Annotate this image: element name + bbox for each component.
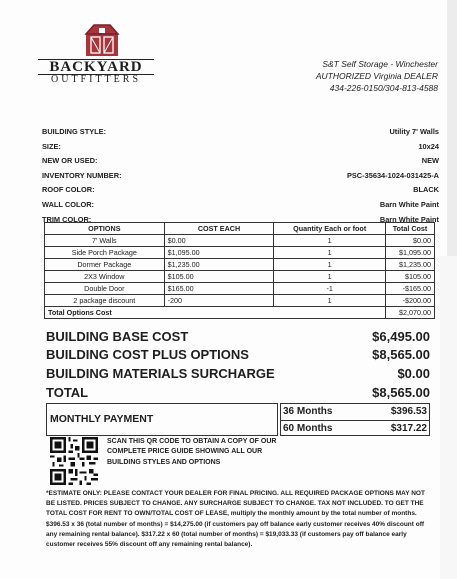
monthly-terms — [280, 403, 430, 436]
options-total-row — [45, 307, 435, 319]
header-cost-each: COST EACH — [164, 223, 274, 235]
spec-label: WALL COLOR: — [42, 199, 95, 209]
cost-plus-options-row — [46, 347, 430, 362]
table-row — [45, 235, 435, 247]
total-value: $8,565.00 — [372, 385, 430, 400]
option-cost: -200 — [164, 295, 274, 307]
spec-value: BLACK — [413, 185, 439, 195]
base-cost-label: BUILDING BASE COST — [46, 329, 189, 344]
option-quantity: 1 — [274, 235, 386, 247]
option-cost: $0.00 — [164, 235, 274, 247]
option-quantity: 1 — [274, 247, 386, 259]
option-quantity: 1 — [274, 271, 386, 283]
spec-label: ROOF COLOR: — [42, 185, 95, 195]
spec-label: INVENTORY NUMBER: — [42, 170, 122, 180]
header-total-cost: Total Cost — [386, 223, 435, 235]
monthly-payment-label: MONTHLY PAYMENT — [46, 403, 278, 436]
surcharge-value: $0.00 — [397, 366, 430, 381]
table-row — [45, 247, 435, 259]
logo-word-outfitters: OUTFITTERS — [51, 74, 141, 85]
building-specs — [42, 125, 439, 227]
options-total-value: $2,070.00 — [386, 307, 435, 319]
spec-row-roof-color — [42, 183, 439, 198]
options-header-row — [45, 223, 435, 235]
qr-instructions: SCAN THIS QR CODE TO OBTAIN A COPY OF OUR COMPLETE PRICE GUIDE SHOWING ALL OUR BUILDING STYLES AND OPTIONS — [107, 438, 277, 466]
spec-label: BUILDING STYLE: — [42, 127, 107, 136]
option-total: $0.00 — [386, 235, 435, 247]
spec-row-condition — [42, 154, 439, 169]
option-name: 7' Walls — [45, 235, 165, 247]
option-total: $1,235.00 — [386, 259, 435, 271]
backyard-outfitters-logo — [38, 22, 154, 84]
base-cost-row — [46, 329, 430, 344]
option-name: 2 package discount — [45, 295, 165, 307]
total-label: TOTAL — [46, 385, 89, 400]
option-cost: $165.00 — [164, 283, 274, 295]
dealer-phone: 434-226-0150/304-813-4588 — [329, 83, 438, 93]
table-row — [45, 295, 435, 307]
spec-label: NEW OR USED: — [42, 156, 98, 166]
logo-word-backyard: BACKYARD — [38, 59, 154, 75]
term-months: 60 Months — [283, 422, 333, 434]
spec-row-size — [42, 140, 439, 155]
estimate-disclaimer: *ESTIMATE ONLY: PLEASE CONTACT YOUR DEALER FOR FINAL PRICING. ALL REQUIRED PACKAGE OPTIONS MAY NOT BE LISTED. PRICES SUBJECT TO CHANGE. ANY SURCHARGE SUBJECT TO CHANGE. TAX NOT INCLUDED. TO GET THE TOTAL COST FOR RENT TO OWN/TOTAL COST OF LEASE, multiply the monthly amount by the total number of months. $396.53 x 36 (total number of months) = $14,275.00 (if customers pay off balance early customer receives 40% discount off any remaining rental balance). $317.22 x 60 (total number of months) = $19,033.33 (if customers pay off balance early customer receives 55% discount off any remaining rental balance). — [46, 490, 425, 549]
term-amount: $396.53 — [390, 406, 427, 417]
surcharge-label: BUILDING MATERIALS SURCHARGE — [46, 366, 275, 381]
total-row — [46, 385, 430, 400]
cost-plus-options-value: $8,565.00 — [372, 347, 430, 362]
cost-plus-options-label: BUILDING COST PLUS OPTIONS — [46, 347, 249, 362]
spec-value: Utility 7' Walls — [389, 127, 439, 136]
spec-value: 10x24 — [418, 141, 439, 151]
option-name: 2X3 Window — [45, 271, 165, 283]
dealer-name: S&T Self Storage - Winchester — [322, 59, 438, 69]
option-cost: $105.00 — [164, 271, 274, 283]
option-name: Double Door — [45, 283, 165, 295]
monthly-payment — [46, 403, 430, 436]
spec-row-wall-color — [42, 198, 439, 213]
dealer-authorization: AUTHORIZED Virginia DEALER — [315, 71, 438, 81]
option-name: Dormer Package — [45, 259, 165, 271]
option-cost: $1,095.00 — [164, 247, 274, 259]
option-name: Side Porch Package — [45, 247, 165, 259]
spec-row-style — [42, 125, 439, 140]
option-quantity: 1 — [274, 295, 386, 307]
option-total: $1,095.00 — [386, 247, 435, 259]
option-total: -$200.00 — [386, 295, 435, 307]
table-row — [45, 259, 435, 271]
term-months: 36 Months — [283, 406, 333, 417]
term-row — [281, 404, 429, 421]
table-row — [45, 283, 435, 295]
option-total: $105.00 — [386, 271, 435, 283]
header-options: OPTIONS — [45, 223, 165, 235]
barn-logo-icon — [82, 22, 122, 56]
option-cost: $1,235.00 — [164, 259, 274, 271]
spec-label: SIZE: — [42, 141, 61, 151]
dealer-info — [316, 58, 438, 94]
surcharge-row — [46, 366, 430, 381]
options-total-label: Total Options Cost — [45, 307, 386, 319]
spec-value: Barn White Paint — [379, 214, 439, 224]
base-cost-value: $6,495.00 — [372, 329, 430, 344]
header-quantity: Quantity Each or foot — [274, 223, 386, 235]
option-quantity: -1 — [274, 283, 386, 295]
table-row — [45, 271, 435, 283]
spec-value: PSC-35634-1024-031425-A — [346, 170, 439, 180]
spec-value: NEW — [421, 156, 439, 166]
page-edge-lower — [440, 256, 457, 579]
spec-value: Barn White Paint — [379, 199, 439, 209]
term-amount: $317.22 — [390, 422, 427, 434]
options-table — [44, 222, 435, 319]
qr-code-icon[interactable] — [50, 437, 98, 485]
option-quantity: 1 — [274, 259, 386, 271]
spec-row-inventory — [42, 169, 439, 184]
option-total: -$165.00 — [386, 283, 435, 295]
term-row — [281, 421, 429, 437]
spec-label: TRIM COLOR: — [42, 214, 92, 224]
